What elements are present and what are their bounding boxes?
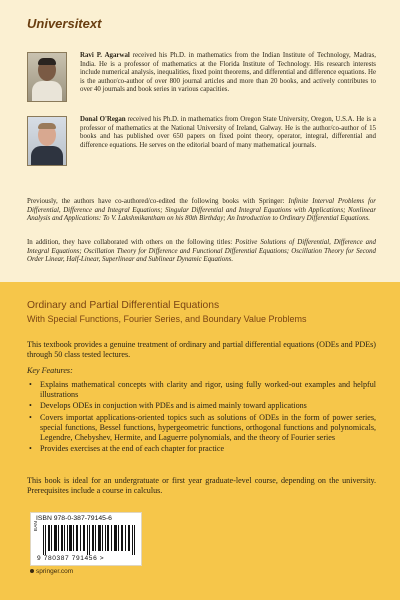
key-features-label: Key Features: [27,366,73,375]
ean-label: EAN [34,521,39,531]
author-bio-agarwal [80,52,376,95]
author-photo-oregan [27,116,67,166]
collaborations-intro: In addition, they have collaborated with others on the following titles: [27,239,236,246]
series-title: Universitext [27,16,102,31]
previous-books-intro: Previously, the authors have co-authored/co-edited the following books with Springer: [27,198,289,205]
ean-digits: 9 780387 791456 > [37,555,105,562]
previous-books-paragraph [27,198,376,224]
author-bio-text: received his Ph.D. in mathematics from the Indian Institute of Technology, Madras, India. He is a professor of mathematics at the Florida Institute of Technology. His research interests include numerical analysis, inequalities, fixed point theorems, and differential and difference equations. He is the author/co-author of over 800 journal articles and more than 20 books, and actively contributes to over 40 journals and book series in various capacities. [80,52,376,94]
website-text: springer.com [36,568,74,575]
book-subtitle: With Special Functions, Fourier Series, and Boundary Value Problems [27,314,307,324]
barcode-label [30,512,142,566]
list-item: • Provides exercises at the end of each chapter for practice [27,444,376,454]
author-bio-text: received his Ph.D. in mathematics from Oregon State University, Oregon, U.S.A. He is a professor of mathematics at the National University of Ireland, Galway. He is the author/co-author of 15 books and has published over 650 papers on fixed point theory, operator, integral, differential and difference equations. He serves on the editorial board of many mathematical journals. [80,116,376,149]
previous-books-list: Infinite Interval Problems for Differential, Difference and Integral Equations; Singular Differential and Integral Equations with Applications; Nonlinear Analysis and Applications: To V. Lakshmikantham on his 80th Birthday; An Introduction to Ordinary Differential Equations. [27,198,376,223]
list-item: • Develops ODEs in conjuction with PDEs and is aimed mainly toward applications [27,401,376,411]
book-description: This textbook provides a genuine treatment of ordinary and partial differential equations (ODEs and PDEs) through 50 class tested lectures. [27,340,376,360]
barcode-icon [43,525,135,555]
isbn-number: ISBN 978-0-387-79145-6 [36,515,112,522]
key-features-list [27,380,376,455]
author-bio-oregan [80,116,376,150]
audience-paragraph: This book is ideal for an undergratuate or first year graduate-level course, depending on the university. Prerequisites include a course in calculus. [27,476,376,496]
author-name: Donal O'Regan [80,116,126,123]
book-title: Ordinary and Partial Differential Equations [27,300,220,311]
author-photo-agarwal [27,52,67,102]
author-name: Ravi P. Agarwal [80,52,130,59]
list-item: • Covers importat applications-oriented topics such as solutions of ODEs in the form of power series, special functions, Bessel functions, hypergeometric functions, orthogonal functions and polynomicals, Legendre, Chebyshev, Hermite, and Laguerre polynomials, and the theory of Fourier series [27,413,376,444]
publisher-website[interactable] [30,568,73,575]
springer-logo-icon [30,569,34,573]
collaborations-paragraph [27,239,376,265]
collaborations-list: Positive Solutions of Differential, Difference and Integral Equations; Oscillation Theory for Difference and Functional Differential Equations; Oscillation Theory for Second Order Linear, Half-Linear, Superlinear and Sublinear Dynamic Equations. [27,239,376,264]
list-item: • Explains mathematical concepts with clarity and rigor, using fully worked-out examples and helpful illustrations [27,380,376,400]
